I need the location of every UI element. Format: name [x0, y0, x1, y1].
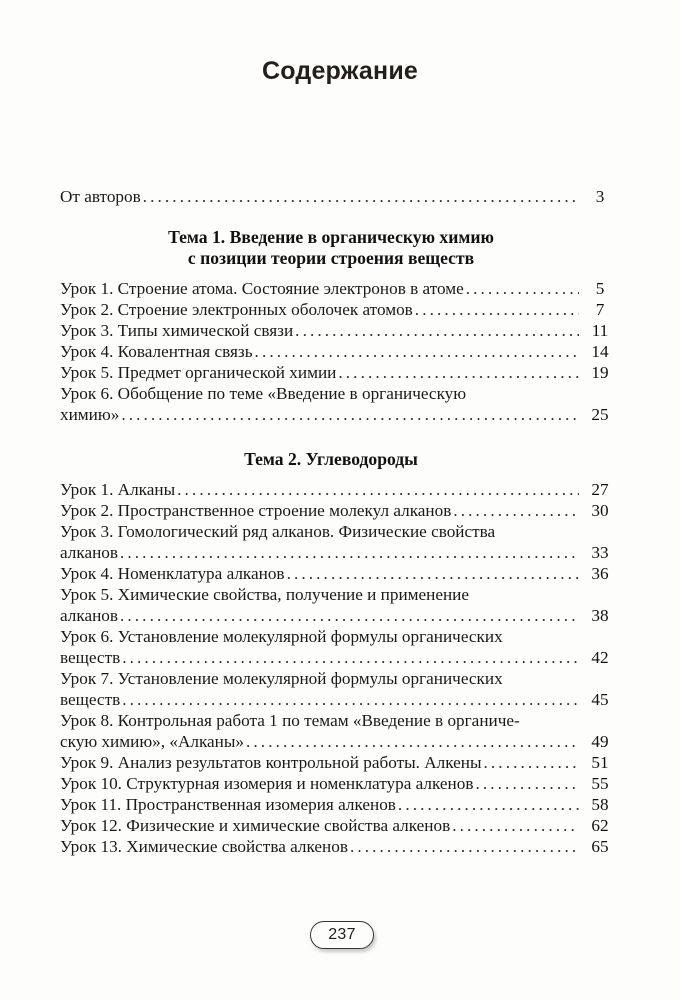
toc-entry-line: [60, 299, 620, 320]
toc-entry-label: Урок 6. Обобщение по теме «Введение в органическую: [60, 384, 467, 403]
spacer: [60, 269, 620, 278]
toc-entry-label: Урок 2. Строение электронных оболочек атомов: [60, 300, 413, 319]
toc-entry-line: [60, 710, 620, 731]
dot-leader: [177, 479, 579, 500]
toc-entry-line: [60, 731, 620, 752]
toc-entry-line: [60, 186, 620, 207]
toc-entry[interactable]: [60, 668, 620, 710]
toc-entry-line: [60, 383, 620, 404]
toc-entry[interactable]: [60, 794, 620, 815]
toc-entry-label: Урок 1. Строение атома. Состояние электронов в атоме: [60, 279, 464, 298]
toc-entry-line: [60, 320, 620, 341]
toc-section-heading: [60, 449, 620, 470]
toc-entry[interactable]: [60, 752, 620, 773]
toc-entry-page: 30: [591, 501, 609, 520]
toc-entry-line: [60, 836, 620, 857]
dot-leader: [122, 689, 579, 710]
toc-entry-label: Урок 4. Номенклатура алканов: [60, 564, 285, 583]
dot-leader: [484, 752, 579, 773]
toc-entry-preface[interactable]: [60, 186, 620, 207]
toc-entry-line: [60, 605, 620, 626]
toc-entry-label: химию»: [60, 405, 120, 424]
dot-leader: [415, 299, 579, 320]
toc-entry-line: [60, 362, 620, 383]
page-number-badge: [310, 921, 374, 949]
toc-entry[interactable]: [60, 626, 620, 668]
dot-leader: [350, 836, 579, 857]
toc-entry-label: От авторов: [60, 187, 141, 206]
toc-entry-label: Урок 6. Установление молекулярной формулы органических: [60, 627, 503, 646]
toc-entry-page: 42: [591, 648, 609, 667]
toc-entry-page: 7: [595, 300, 605, 319]
dot-leader: [398, 794, 579, 815]
toc-entry-page: 38: [591, 606, 609, 625]
toc-entry[interactable]: [60, 341, 620, 362]
page-number-value: 237: [328, 926, 356, 943]
toc-entry-label: Урок 11. Пространственная изомерия алкенов: [60, 795, 396, 814]
spacer: [60, 207, 620, 227]
toc-entry-page: 58: [591, 795, 609, 814]
toc-entry-label: веществ: [60, 648, 121, 667]
toc-entry-page: 19: [591, 363, 609, 382]
toc-section-heading-line: Тема 2. Углеводороды: [244, 449, 418, 469]
toc-entry-page: 65: [591, 837, 609, 856]
toc-entry-line: [60, 404, 620, 425]
toc-entry-line: [60, 647, 620, 668]
dot-leader: [338, 362, 579, 383]
toc-sections: [60, 207, 620, 857]
dot-leader: [466, 278, 579, 299]
toc-entry-page: 3: [595, 187, 605, 206]
toc-entry[interactable]: [60, 500, 620, 521]
toc-entry[interactable]: [60, 479, 620, 500]
toc-entry-line: [60, 542, 620, 563]
dot-leader: [246, 731, 579, 752]
toc-entry-line: [60, 689, 620, 710]
dot-leader: [122, 647, 579, 668]
page-title: Содержание: [261, 57, 419, 85]
toc-entry-label: Урок 2. Пространственное строение молекул алканов: [60, 501, 452, 520]
dot-leader: [143, 186, 579, 207]
toc-entry-label: Урок 13. Химические свойства алкенов: [60, 837, 348, 856]
toc-entry-page: 49: [591, 732, 609, 751]
toc-entry-label: Урок 1. Алканы: [60, 480, 176, 499]
toc-entry-label: Урок 3. Гомологический ряд алканов. Физические свойства: [60, 522, 496, 541]
toc-entry-page: 33: [591, 543, 609, 562]
toc-entry-line: [60, 794, 620, 815]
dot-leader: [120, 605, 579, 626]
toc-entry-page: 25: [591, 405, 609, 424]
toc-entry-line: [60, 521, 620, 542]
toc-entry-page: 36: [591, 564, 609, 583]
toc-entry-page: 62: [591, 816, 609, 835]
dot-leader: [295, 320, 579, 341]
toc-entry-page: 11: [591, 321, 609, 340]
toc-entry[interactable]: [60, 836, 620, 857]
dot-leader: [120, 542, 579, 563]
toc-entry-label: Урок 7. Установление молекулярной формулы органических: [60, 669, 503, 688]
toc-entry-line: [60, 752, 620, 773]
toc-entry-label: скую химию», «Алканы»: [60, 732, 245, 751]
toc-entry[interactable]: [60, 383, 620, 425]
toc-entry-page: 5: [595, 279, 605, 298]
toc-entry[interactable]: [60, 362, 620, 383]
toc-entry-label: алканов: [60, 543, 118, 562]
toc-entry-line: [60, 626, 620, 647]
toc-section-heading-line: с позиции теории строения веществ: [187, 248, 475, 268]
toc-entry-label: Урок 5. Химические свойства, получение и применение: [60, 585, 470, 604]
toc-entry-label: Урок 9. Анализ результатов контрольной работы. Алкены: [60, 753, 482, 772]
toc-entry-page: 14: [591, 342, 609, 361]
toc-section-heading: [60, 227, 620, 269]
toc-entry-page: 45: [591, 690, 609, 709]
toc-entry-label: Урок 12. Физические и химические свойства алкенов: [60, 816, 451, 835]
toc-entry-line: [60, 773, 620, 794]
toc-entry-label: Урок 5. Предмет органической химии: [60, 363, 337, 382]
toc-entry[interactable]: [60, 584, 620, 626]
toc-entry-label: Урок 4. Ковалентная связь: [60, 342, 253, 361]
toc-entry[interactable]: [60, 815, 620, 836]
toc-entry-line: [60, 584, 620, 605]
toc-entry[interactable]: [60, 521, 620, 563]
toc-entry-label: алканов: [60, 606, 118, 625]
toc-entry-line: [60, 479, 620, 500]
toc-entry[interactable]: [60, 563, 620, 584]
dot-leader: [452, 815, 579, 836]
spacer: [60, 425, 620, 449]
toc-entry-label: веществ: [60, 690, 121, 709]
toc-entry[interactable]: [60, 320, 620, 341]
toc-entry[interactable]: [60, 710, 620, 752]
toc-entry-label: Урок 10. Структурная изомерия и номенклатура алкенов: [60, 774, 474, 793]
toc-entry[interactable]: [60, 299, 620, 320]
spacer: [60, 470, 620, 479]
toc-entry[interactable]: [60, 773, 620, 794]
toc-entry-line: [60, 668, 620, 689]
toc-entry-page: 51: [591, 753, 609, 772]
toc-entry-line: [60, 815, 620, 836]
toc-entry-page: 55: [591, 774, 609, 793]
dot-leader: [287, 563, 579, 584]
toc-entry[interactable]: [60, 278, 620, 299]
toc-entry-line: [60, 500, 620, 521]
table-of-contents: [60, 186, 620, 857]
toc-entry-page: 27: [591, 480, 609, 499]
toc-entry-line: [60, 341, 620, 362]
toc-entry-line: [60, 563, 620, 584]
toc-entry-label: Урок 8. Контрольная работа 1 по темам «Введение в органиче-: [60, 711, 520, 730]
toc-entry-line: [60, 278, 620, 299]
toc-entry-label: Урок 3. Типы химической связи: [60, 321, 294, 340]
dot-leader: [475, 773, 579, 794]
dot-leader: [121, 404, 579, 425]
dot-leader: [255, 341, 579, 362]
dot-leader: [453, 500, 579, 521]
toc-section-heading-line: Тема 1. Введение в органическую химию: [168, 227, 494, 247]
